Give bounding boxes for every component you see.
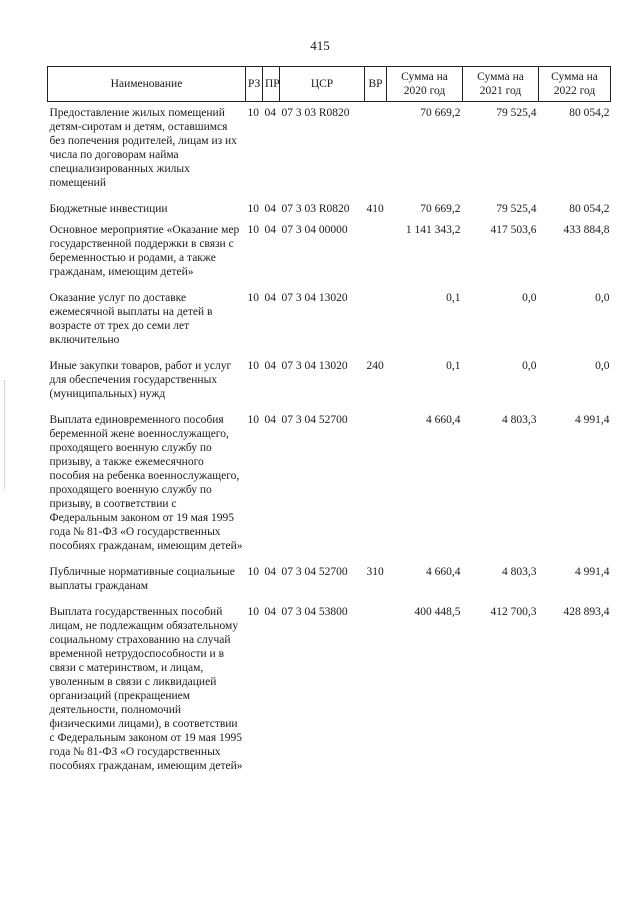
row-name: Оказание услуг по доставке ежемесячной выплаты на детей в возрасте от трех до семи лет включительно	[49, 292, 213, 346]
row-sum-2022: 428 893,4	[563, 606, 610, 618]
row-sum-2020: 4 660,4	[426, 414, 461, 426]
table-row	[48, 219, 611, 287]
header-2020: Сумма на 2020 год	[387, 67, 463, 102]
row-sum-2020: 1 141 343,2	[405, 224, 461, 236]
row-sum-2021: 4 803,3	[502, 414, 537, 426]
row-name: Выплата государственных пособий лицам, не подлежащим обязательному социальному страхованию на случай временной нетрудоспособности и в связи с материнством, и лицам, уволенным в связи с ликвидацией организаций (прекращением деятельности, полномочий физическими лицами), в соответствии с Федеральным законом от 19 мая 1995 года № 81-ФЗ «О государственных пособиях гражданам, имеющим детей»	[49, 606, 243, 772]
row-vr	[365, 219, 387, 287]
row-rz: 10	[247, 566, 259, 578]
row-pr: 04	[264, 224, 276, 236]
page-number: 415	[310, 38, 330, 53]
row-rz: 10	[247, 224, 259, 236]
row-csr: 07 3 04 13020	[281, 360, 348, 372]
row-rz: 10	[247, 606, 259, 618]
row-rz: 10	[247, 414, 259, 426]
table-header-row	[48, 67, 611, 102]
row-sum-2021: 4 803,3	[502, 566, 537, 578]
row-sum-2022: 4 991,4	[575, 566, 610, 578]
table-row	[48, 102, 611, 199]
row-sum-2022: 0,0	[595, 360, 610, 372]
row-sum-2020: 0,1	[446, 292, 461, 304]
table-row	[48, 198, 611, 219]
row-sum-2021: 417 503,6	[490, 224, 537, 236]
row-sum-2020: 70 669,2	[420, 203, 461, 215]
row-name: Бюджетные инвестиции	[49, 203, 168, 215]
header-vr: ВР	[365, 67, 387, 102]
row-vr: 240	[366, 360, 384, 372]
row-pr: 04	[264, 414, 276, 426]
row-name: Основное мероприятие «Оказание мер государственной поддержки в связи с беременностью и родами, а также гражданам, имеющим детей»	[49, 224, 240, 278]
row-name: Публичные нормативные социальные выплаты гражданам	[49, 566, 235, 592]
table-row	[48, 409, 611, 561]
row-name: Выплата единовременного пособия беременной жене военнослужащего, проходящего военную службу по призыву, а также ежемесячного пособия на ребенка военнослужащего, проходящего военную службу по призыву, в соответствии с Федеральным законом от 19 мая 1995 года № 81-ФЗ «О государственных пособиях гражданам, имеющим детей»	[49, 414, 243, 552]
row-csr: 07 3 04 52700	[281, 414, 348, 426]
row-sum-2021: 0,0	[522, 292, 537, 304]
row-sum-2022: 0,0	[595, 292, 610, 304]
header-2021: Сумма на 2021 год	[463, 67, 539, 102]
row-sum-2022: 80 054,2	[569, 107, 610, 119]
row-pr: 04	[264, 292, 276, 304]
row-rz: 10	[247, 292, 259, 304]
row-csr: 07 3 04 53800	[281, 606, 348, 618]
table-row	[48, 355, 611, 409]
table-row	[48, 601, 611, 781]
header-csr: ЦСР	[280, 67, 365, 102]
row-sum-2022: 433 884,8	[563, 224, 610, 236]
row-name: Предоставление жилых помещений детям-сиротам и детям, оставшимся без попечения родителей, лицам из их числа по договорам найма специализированных жилых помещений	[49, 107, 237, 189]
header-rz: РЗ	[246, 67, 263, 102]
row-rz: 10	[247, 360, 259, 372]
row-sum-2020: 4 660,4	[426, 566, 461, 578]
row-sum-2020: 70 669,2	[420, 107, 461, 119]
header-2022: Сумма на 2022 год	[539, 67, 611, 102]
row-rz: 10	[247, 107, 259, 119]
budget-table	[47, 66, 611, 781]
header-pr: ПР	[263, 67, 280, 102]
row-sum-2020: 400 448,5	[414, 606, 461, 618]
row-csr: 07 3 03 R0820	[281, 203, 350, 215]
row-sum-2022: 4 991,4	[575, 414, 610, 426]
row-vr	[365, 287, 387, 355]
row-sum-2021: 0,0	[522, 360, 537, 372]
row-sum-2022: 80 054,2	[569, 203, 610, 215]
row-sum-2021: 79 525,4	[496, 203, 537, 215]
table-row	[48, 561, 611, 601]
header-name: Наименование	[48, 67, 246, 102]
row-pr: 04	[264, 107, 276, 119]
row-vr: 410	[366, 203, 384, 215]
row-sum-2020: 0,1	[446, 360, 461, 372]
row-pr: 04	[264, 606, 276, 618]
row-csr: 07 3 04 52700	[281, 566, 348, 578]
row-vr	[365, 102, 387, 199]
row-sum-2021: 412 700,3	[490, 606, 537, 618]
row-vr: 310	[366, 566, 384, 578]
row-vr	[365, 601, 387, 781]
table-row	[48, 287, 611, 355]
row-name: Иные закупки товаров, работ и услуг для обеспечения государственных (муниципальных) нужд	[49, 360, 232, 400]
row-pr: 04	[264, 360, 276, 372]
row-csr: 07 3 04 13020	[281, 292, 348, 304]
row-sum-2021: 79 525,4	[496, 107, 537, 119]
row-csr: 07 3 03 R0820	[281, 107, 350, 119]
row-vr	[365, 409, 387, 561]
scan-margin-artifact	[4, 380, 7, 490]
row-pr: 04	[264, 203, 276, 215]
row-pr: 04	[264, 566, 276, 578]
row-rz: 10	[247, 203, 259, 215]
row-csr: 07 3 04 00000	[281, 224, 348, 236]
